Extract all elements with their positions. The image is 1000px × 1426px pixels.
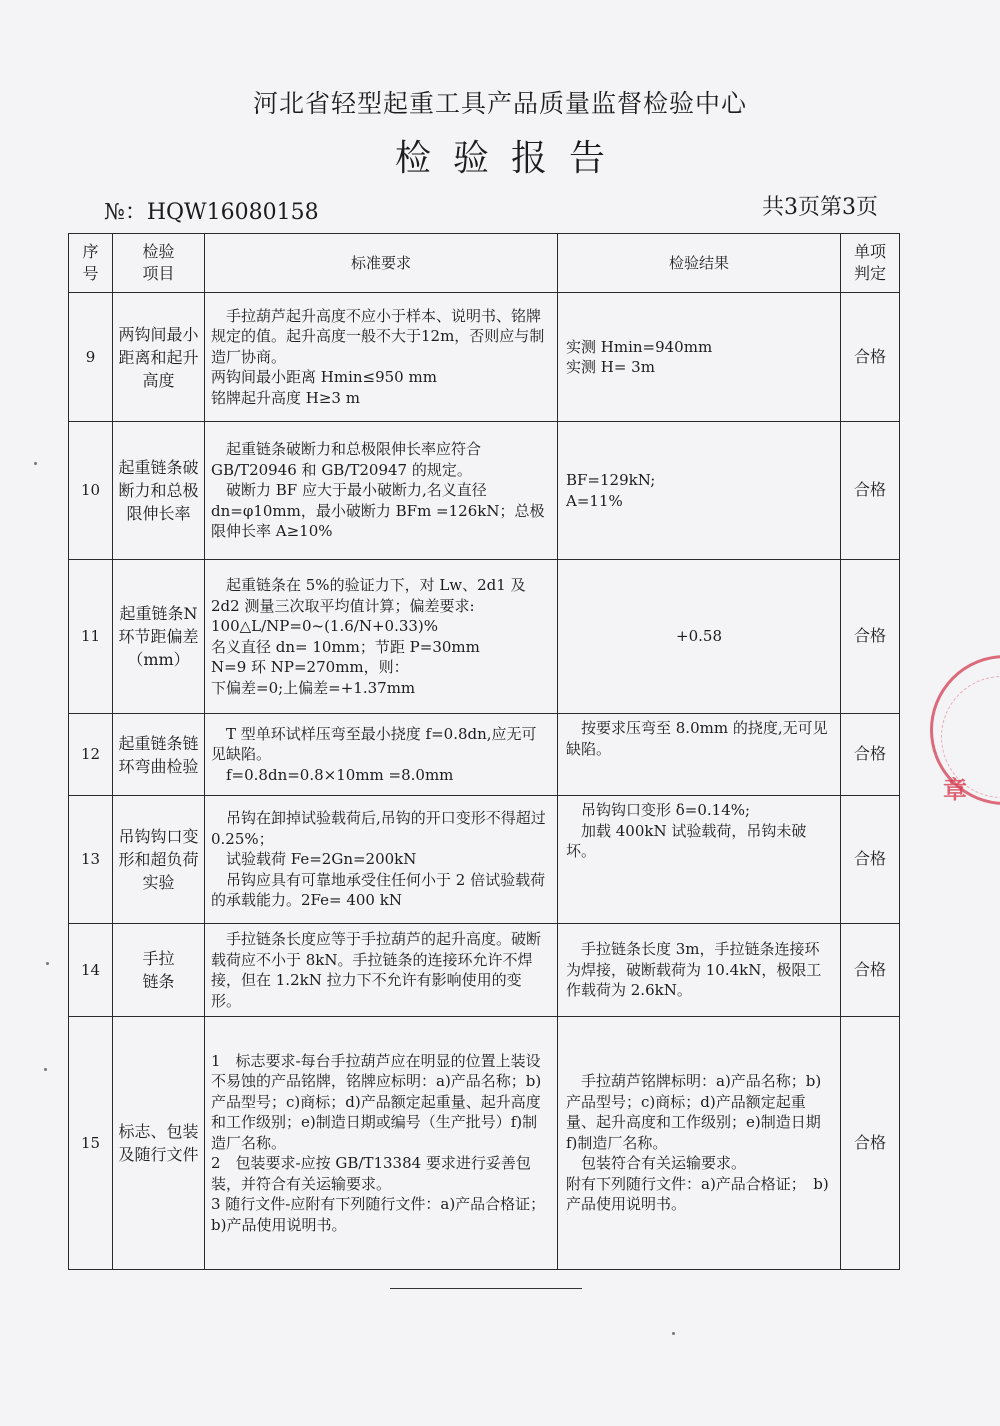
row-result: BF=129kN; A=11%: [558, 422, 841, 560]
row-judge: 合格: [841, 924, 900, 1017]
inspection-table: [68, 233, 900, 1270]
row-result: 手拉葫芦铭牌标明：a)产品名称；b)产品型号；c)商标；d)产品额定起重量、起升高度和工作级别；e)制造日期 f)制造厂名称。 包装符合有关运输要求。 附有下列随行文件：a)产品合格证； b)产品使用说明书。: [558, 1017, 841, 1270]
row-item: 手拉链条: [113, 924, 205, 1017]
col-seq: 序号: [69, 234, 113, 293]
row-judge: 合格: [841, 560, 900, 714]
row-judge: 合格: [841, 714, 900, 796]
row-seq: 15: [69, 1017, 113, 1270]
row-seq: 11: [69, 560, 113, 714]
row-standard: T 型单环试样压弯至最小挠度 f=0.8dn,应无可见缺陷。 f=0.8dn=0.8×10mm =8.0mm: [205, 714, 558, 796]
report-title: 检验报告: [394, 138, 627, 179]
table-row: [69, 714, 900, 796]
col-judge: 单项判定: [841, 234, 900, 293]
header-row: [69, 234, 900, 293]
row-seq: 10: [69, 422, 113, 560]
row-item: 起重链条N环节距偏差（mm）: [113, 560, 205, 714]
col-item: 检验项目: [113, 234, 205, 293]
row-standard: 手拉葫芦起升高度不应小于样本、说明书、铭牌规定的值。起升高度一般不大于12m，否则应与制造厂协商。 两钩间最小距离 Hmin≤950 mm 铭牌起升高度 H≥3 m: [205, 293, 558, 422]
row-seq: 13: [69, 796, 113, 924]
row-standard: 1 标志要求-每台手拉葫芦应在明显的位置上装设不易蚀的产品铭牌，铭牌应标明：a)产品名称；b)产品型号；c)商标；d)产品额定起重量、起升高度和工作级别；e)制造日期或编号（生产批号）f)制造厂名称。 2 包装要求-应按 GB/T13384 要求进行妥善包装，并符合有关运输要求。 3 随行文件-应附有下列随行文件：a)产品合格证； b)产品使用说明书。: [205, 1017, 558, 1270]
row-result: 吊钩钩口变形 δ=0.14%; 加载 400kN 试验载荷，吊钩未破坏。: [558, 796, 841, 924]
row-judge: 合格: [841, 796, 900, 924]
end-rule: [390, 1288, 582, 1289]
scan-speck: [34, 462, 37, 465]
scan-speck: [672, 1332, 675, 1335]
row-judge: 合格: [841, 293, 900, 422]
row-item: 起重链条破断力和总极限伸长率: [113, 422, 205, 560]
row-judge: 合格: [841, 1017, 900, 1270]
row-result: 手拉链条长度 3m，手拉链条连接环为焊接，破断载荷为 10.4kN，极限工作载荷为 2.6kN。: [558, 924, 841, 1017]
table-row: [69, 560, 900, 714]
seal-character: 章: [943, 776, 967, 804]
table-row: [69, 422, 900, 560]
row-result: 实测 Hmin=940mm 实测 H= 3m: [558, 293, 841, 422]
row-item: 吊钩钩口变形和超负荷实验: [113, 796, 205, 924]
row-item: 标志、包装及随行文件: [113, 1017, 205, 1270]
table-row: [69, 796, 900, 924]
col-standard: 标准要求: [205, 234, 558, 293]
row-result: +0.58: [558, 560, 841, 714]
row-standard: 起重链条在 5%的验证力下，对 Lw、2d1 及 2d2 测量三次取平均值计算；偏差要求: 100△L/NP=0~(1.6/N+0.33)% 名义直径 dn= 10mm；节距 P=30mm N=9 环 NP=270mm，则： 下偏差=0;上偏差=+1.37mm: [205, 560, 558, 714]
row-item: 起重链条链环弯曲检验: [113, 714, 205, 796]
row-seq: 9: [69, 293, 113, 422]
row-judge: 合格: [841, 422, 900, 560]
col-result: 检验结果: [558, 234, 841, 293]
table-row: [69, 924, 900, 1017]
scan-speck: [44, 1068, 47, 1071]
row-seq: 12: [69, 714, 113, 796]
row-standard: 吊钩在卸掉试验载荷后,吊钩的开口变形不得超过 0.25%； 试验载荷 Fe=2Gn=200kN 吊钩应具有可靠地承受住任何小于 2 倍试验载荷的承载能力。2Fe= 400 kN: [205, 796, 558, 924]
row-standard: 手拉链条长度应等于手拉葫芦的起升高度。破断载荷应不小于 8kN。手拉链条的连接环允许不焊接，但在 1.2kN 拉力下不允许有影响使用的变形。: [205, 924, 558, 1017]
row-seq: 14: [69, 924, 113, 1017]
table-row: [69, 293, 900, 422]
row-standard: 起重链条破断力和总极限伸长率应符合 GB/T20946 和 GB/T20947 的规定。 破断力 BF 应大于最小破断力,名义直径 dn=φ10mm，最小破断力 BFm =126kN；总极限伸长率 A≥10%: [205, 422, 558, 560]
row-result: 按要求压弯至 8.0mm 的挠度,无可见缺陷。: [558, 714, 841, 796]
report-number: №：HQW16080158: [104, 200, 319, 225]
page-count: 共3页第3页: [762, 195, 878, 220]
scan-speck: [46, 962, 49, 965]
row-item: 两钩间最小距离和起升高度: [113, 293, 205, 422]
table-row: [69, 1017, 900, 1270]
org-name: 河北省轻型起重工具产品质量监督检验中心: [252, 89, 747, 118]
red-seal-stamp: [930, 655, 1000, 805]
